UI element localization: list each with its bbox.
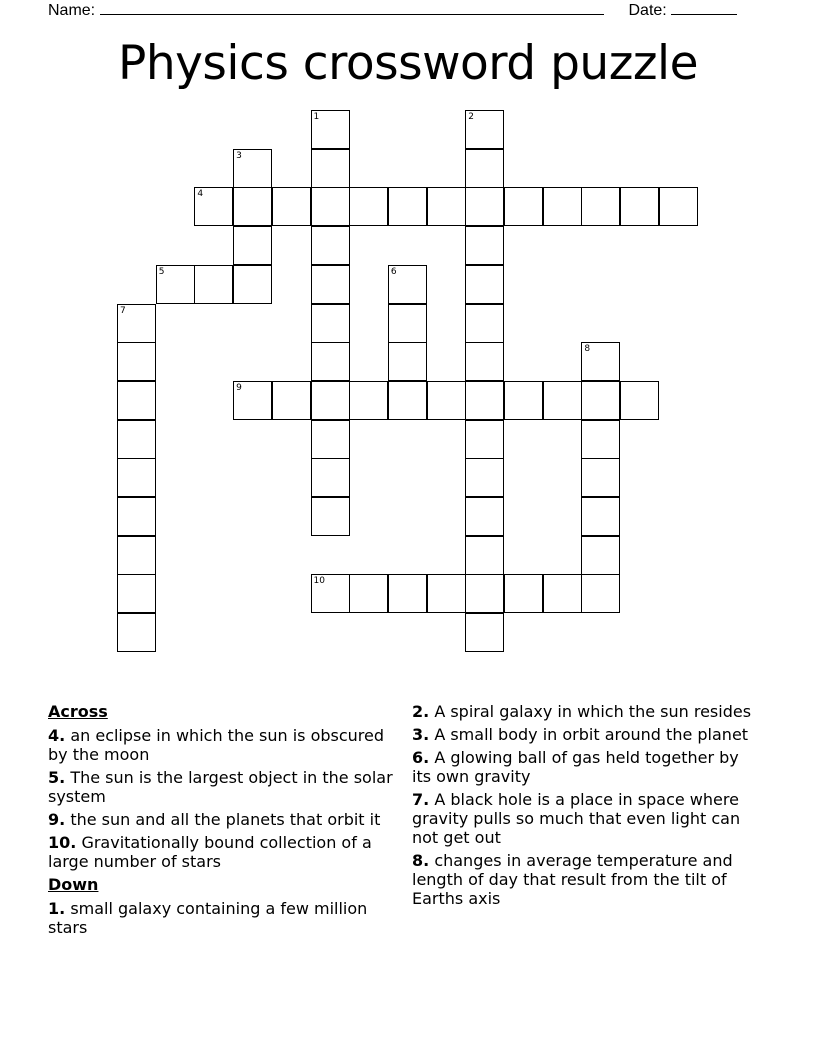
grid-cell[interactable] [581,536,620,575]
grid-cell[interactable] [504,187,543,226]
grid-cell[interactable] [388,342,427,381]
clue-number-label: 4 [197,189,204,200]
grid-cell[interactable] [117,536,156,575]
grid-cell[interactable] [465,420,504,459]
clue-across-10: 10. Gravitationally bound collection of a large number of stars [48,833,372,871]
grid-cell[interactable] [388,304,427,343]
grid-cell[interactable] [311,149,350,188]
grid-cell[interactable] [117,497,156,536]
grid-cell[interactable] [388,265,427,304]
grid-cell[interactable] [311,497,350,536]
clue-across-9: 9. the sun and all the planets that orbit it [48,810,381,829]
grid-cell[interactable] [194,265,233,304]
grid-cell[interactable] [465,304,504,343]
grid-cell[interactable] [465,574,504,613]
grid-cell[interactable] [465,381,504,420]
grid-cell[interactable] [465,613,504,652]
grid-cell[interactable] [581,420,620,459]
grid-cell[interactable] [504,381,543,420]
grid-cell[interactable] [620,381,659,420]
grid-cell[interactable] [272,381,311,420]
grid-cell[interactable] [581,574,620,613]
clue-down-7: 7. A black hole is a place in space where gravity pulls so much that even light can not get out [412,790,741,847]
name-label: Name: [48,2,96,19]
grid-cell[interactable] [311,226,350,265]
grid-cell[interactable] [543,187,582,226]
grid-cell[interactable] [427,574,466,613]
clue-number-label: 7 [120,305,126,316]
grid-cell[interactable] [311,381,350,420]
clue-down-1: 1. small galaxy containing a few million stars [48,899,368,937]
clue-down-8: 8. changes in average temperature and length of day that result from the tilt of Earths axis [412,851,733,908]
grid-cell[interactable] [427,187,466,226]
grid-cell[interactable] [581,381,620,420]
clue-number-label: 6 [390,266,397,277]
grid-cell[interactable] [465,187,504,226]
grid-cell[interactable] [465,536,504,575]
grid-cell[interactable] [117,574,156,613]
grid-cell[interactable] [349,381,388,420]
clue-number-label: 1 [313,112,320,122]
grid-cell[interactable] [349,574,388,613]
grid-cell[interactable] [311,304,350,343]
grid-cell[interactable] [311,265,350,304]
clues-left-column [48,702,398,941]
clue-number-label: 2 [468,112,475,122]
grid-cell[interactable] [233,226,272,265]
grid-cell[interactable] [465,149,504,188]
grid-cell[interactable] [311,187,350,226]
grid-cell[interactable] [272,187,311,226]
grid-cell[interactable] [581,187,620,226]
across-heading: Across [48,702,108,721]
grid-cell[interactable] [233,149,272,188]
clue-down-2: 2. A spiral galaxy in which the sun resides [412,702,752,721]
clue-across-5: 5. The sun is the largest object in the solar system [48,768,393,806]
grid-cell[interactable] [311,110,350,149]
grid-cell[interactable] [465,458,504,497]
grid-cell[interactable] [117,613,156,652]
clue-number-label: 8 [584,344,591,355]
down-heading: Down [48,875,99,894]
grid-cell[interactable] [311,458,350,497]
clue-down-3: 3. A small body in orbit around the planet [412,725,749,744]
grid-cell[interactable] [465,226,504,265]
grid-cell[interactable] [543,381,582,420]
grid-cell[interactable] [117,304,156,343]
grid-cell[interactable] [388,574,427,613]
grid-cell[interactable] [349,187,388,226]
grid-cell[interactable] [194,187,233,226]
clue-number-label: 3 [236,150,242,161]
page-title: Physics crossword puzzle [117,36,699,91]
grid-cell[interactable] [620,187,659,226]
clues-right-column [412,702,762,912]
grid-cell[interactable] [388,187,427,226]
grid-cell[interactable] [427,381,466,420]
date-label: Date: [628,2,667,19]
grid-cell[interactable] [504,574,543,613]
grid-cell[interactable] [233,381,272,420]
grid-cell[interactable] [311,574,350,613]
grid-cell[interactable] [156,265,195,304]
grid-cell[interactable] [233,187,272,226]
grid-cell[interactable] [465,110,504,149]
grid-cell[interactable] [581,497,620,536]
clue-number-label: 10 [313,576,325,587]
grid-cell[interactable] [117,458,156,497]
grid-cell[interactable] [465,265,504,304]
grid-cell[interactable] [311,342,350,381]
grid-cell[interactable] [117,342,156,381]
grid-cell[interactable] [117,381,156,420]
clue-down-6: 6. A glowing ball of gas held together by its own gravity [412,748,739,786]
grid-cell[interactable] [581,342,620,381]
grid-cell[interactable] [581,458,620,497]
grid-cell[interactable] [465,497,504,536]
grid-cell[interactable] [117,420,156,459]
grid-cell[interactable] [233,265,272,304]
grid-cell[interactable] [659,187,698,226]
grid-cell[interactable] [311,420,350,459]
clue-across-4: 4. an eclipse in which the sun is obscured by the moon [48,726,385,764]
clue-number-label: 9 [236,382,242,393]
grid-cell[interactable] [543,574,582,613]
grid-cell[interactable] [388,381,427,420]
grid-cell[interactable] [465,342,504,381]
clue-number-label: 5 [158,266,165,277]
